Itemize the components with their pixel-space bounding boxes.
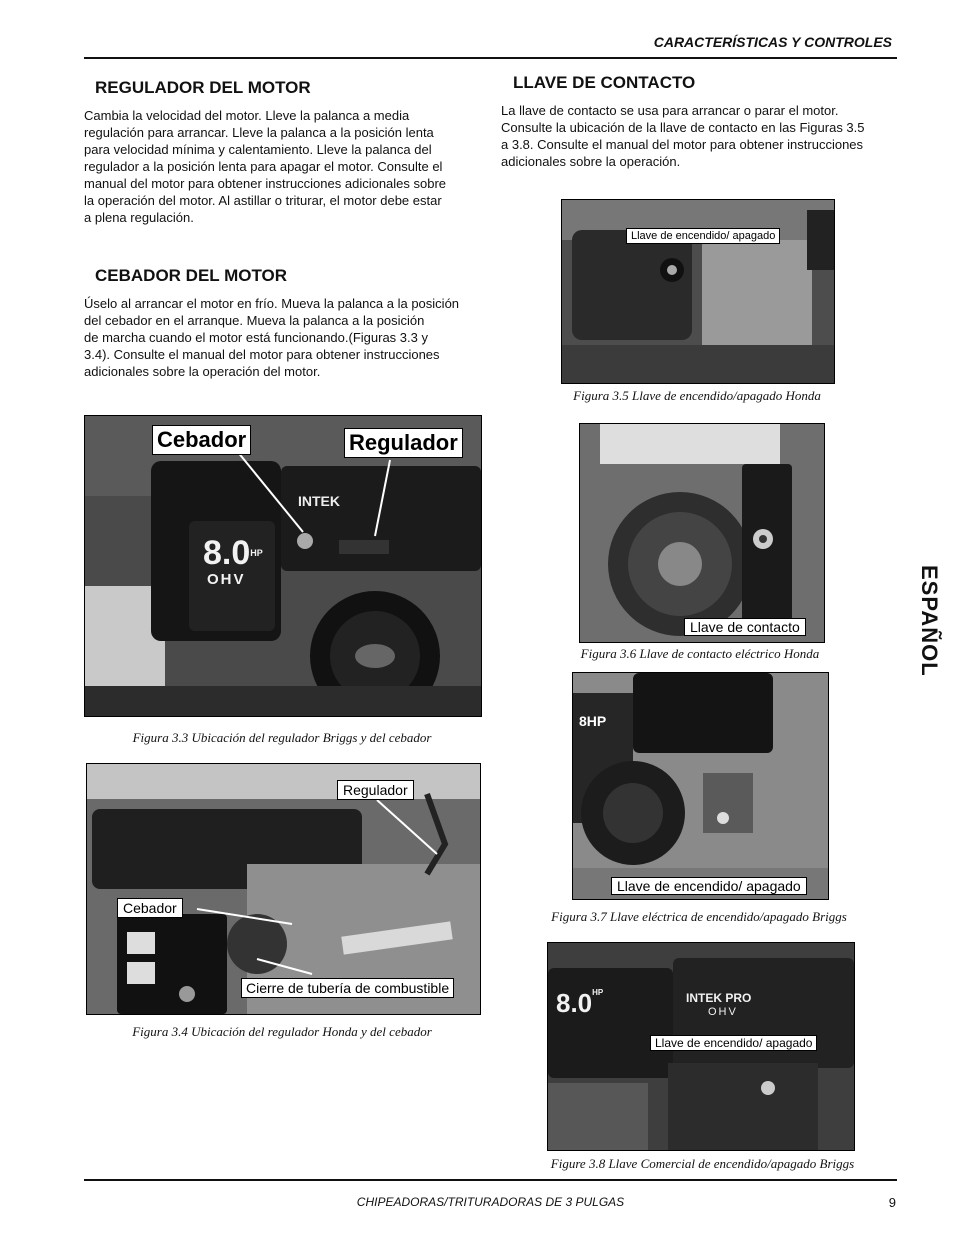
engine-hp-value: 8.0: [556, 988, 593, 1018]
text-line: regulación para arrancar. Lleve la palanca a la posición lenta: [84, 125, 434, 140]
figure-3-4-photo: [86, 763, 481, 1015]
text-line: a plena regulación.: [84, 210, 194, 225]
text-line: del cebador en el arranque. Mueva la palanca a la posición: [84, 313, 425, 328]
ignition-switch-callout: Llave de encendido/ apagado: [650, 1035, 817, 1051]
text-line: la operación del motor. Al astillar o triturar, el motor debe estar: [84, 193, 442, 208]
regulador-callout: Regulador: [344, 428, 463, 458]
engine-hp-unit: HP: [250, 548, 263, 558]
figure-3-8-photo: [547, 942, 855, 1151]
footer-title: CHIPEADORAS/TRITURADORAS DE 3 PULGAS: [356, 1195, 625, 1209]
section-header: CARACTERÍSTICAS Y CONTROLES: [653, 34, 892, 50]
text-line: adicionales sobre la operación.: [501, 154, 681, 169]
text-line: adicionales sobre la operación del motor.: [84, 364, 321, 379]
cebador-callout: Cebador: [152, 425, 251, 455]
text-line: La llave de contacto se usa para arrancar o parar el motor.: [501, 103, 839, 118]
honda-engine-illustration: [87, 764, 480, 1014]
figure-3-5-photo: [561, 199, 835, 384]
ignition-switch-callout: Llave de encendido/ apagado: [626, 228, 780, 244]
text-line: Consulte la ubicación de la llave de contacto en las Figuras 3.5: [501, 120, 865, 135]
regulador-heading: REGULADOR DEL MOTOR: [95, 78, 311, 97]
text-line: a 3.8. Consulte el manual del motor para obtener instrucciones: [501, 137, 864, 152]
llave-paragraph: [501, 102, 891, 170]
contact-switch-callout: Llave de contacto: [684, 618, 806, 636]
text-line: regulador a la posición lenta para apagar el motor. Consulte el: [84, 159, 443, 174]
header-rule: [84, 57, 897, 59]
text-line: para velocidad mínima y calentamiento. Lleve la palanca del: [84, 142, 432, 157]
text-line: manual del motor para obtener instrucciones adicionales sobre: [84, 176, 447, 191]
figure-3-6-caption: Figura 3.6 Llave de contacto eléctrico Honda: [580, 646, 820, 661]
language-tab: ESPAÑOL: [917, 565, 942, 677]
engine-type-text: OHV: [207, 571, 246, 588]
regulador-callout: Regulador: [337, 780, 414, 800]
engine-brand-text: INTEK: [298, 493, 340, 509]
cebador-heading: CEBADOR DEL MOTOR: [95, 266, 288, 285]
engine-type-text: OHV: [708, 1006, 738, 1018]
briggs-engine-illustration: [85, 416, 481, 716]
ignition-switch-callout: Llave de encendido/ apagado: [611, 877, 807, 895]
briggs-engine-illustration: [573, 673, 828, 899]
page-number: 9: [888, 1195, 896, 1210]
regulador-paragraph: [84, 107, 477, 226]
honda-engine-illustration: [580, 424, 824, 642]
figure-3-7-caption: Figura 3.7 Llave eléctrica de encendido/apagado Briggs: [551, 909, 847, 924]
figure-3-5-caption: Figura 3.5 Llave de encendido/apagado Honda: [573, 388, 821, 403]
engine-hp-value: 8.0: [203, 534, 251, 572]
figure-3-6-photo: [579, 423, 825, 643]
engine-brand-text: INTEK PRO: [686, 991, 752, 1005]
engine-hp-text: [203, 536, 263, 570]
engine-hp-text: 8HP: [579, 713, 607, 729]
figure-3-8-caption: Figure 3.8 Llave Comercial de encendido/apagado Briggs: [550, 1156, 855, 1171]
text-line: de marcha cuando el motor está funcionando.(Figuras 3.3 y: [84, 330, 428, 345]
figure-3-3-photo: [84, 415, 482, 717]
text-line: Úselo al arrancar el motor en frío. Mueva la palanca a la posición: [84, 296, 460, 311]
engine-hp-text: [556, 988, 603, 1019]
cebador-callout: Cebador: [117, 898, 183, 918]
text-line: 3.4). Consulte el manual del motor para obtener instrucciones: [84, 347, 440, 362]
fuel-cutoff-callout: Cierre de tubería de combustible: [241, 978, 454, 998]
figure-3-7-photo: [572, 672, 829, 900]
footer-rule: [84, 1179, 897, 1181]
text-line: Cambia la velocidad del motor. Lleve la palanca a media: [84, 108, 410, 123]
engine-hp-unit: HP: [592, 988, 604, 997]
figure-3-4-caption: Figura 3.4 Ubicación del regulador Honda y del cebador: [132, 1024, 432, 1039]
cebador-paragraph: [84, 295, 477, 380]
llave-heading: LLAVE DE CONTACTO: [513, 73, 696, 92]
figure-3-3-caption: Figura 3.3 Ubicación del regulador Briggs y del cebador: [132, 730, 432, 745]
